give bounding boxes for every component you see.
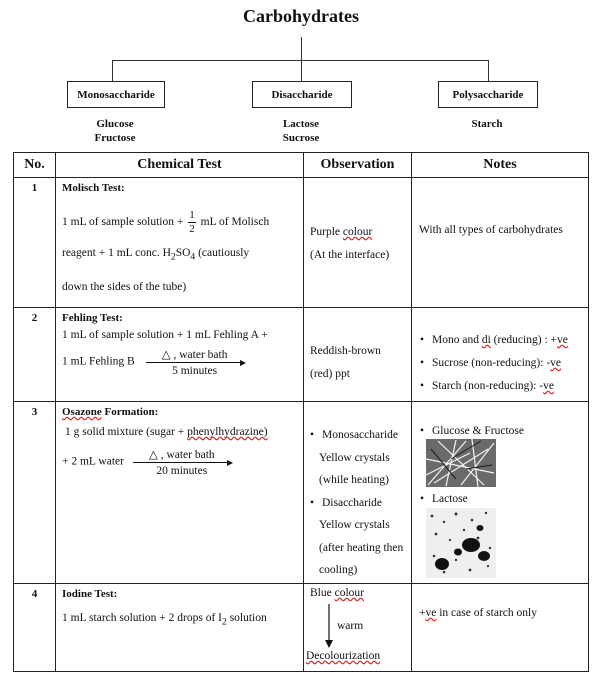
table-row (14, 178, 589, 308)
table-header-row (14, 153, 589, 178)
notes-cell: +ve in case of starch only (412, 584, 589, 672)
note-item: • Mono and di (reducing) : +ve (420, 329, 588, 352)
notes-cell: With all types of carbohydrates (412, 178, 589, 308)
tests-table (13, 152, 589, 672)
notes-cell: • Glucose & Fructose • Lactose (412, 402, 589, 584)
reaction-arrow: △ , water bath 20 minutes (133, 447, 231, 477)
lactose-crystals-image (426, 508, 496, 578)
observation-cell: Blue colour warm Decolourization (304, 584, 412, 672)
polysaccharide-box: Polysaccharide (438, 81, 538, 108)
page-title: Carbohydrates (243, 6, 359, 26)
test-name: Iodine Test: (62, 588, 118, 600)
table-row (14, 308, 589, 402)
tree-branch-middle (301, 60, 302, 82)
observation-cell: Purple colour (At the interface) (304, 178, 412, 308)
tree-trunk (301, 37, 302, 60)
tree-branch-left (112, 60, 113, 82)
row-number: 1 (14, 178, 56, 308)
down-arrow-icon (324, 604, 334, 648)
row-number: 4 (14, 584, 56, 672)
polysaccharide-examples: Starch (471, 118, 503, 130)
monosaccharide-examples: Glucose Fructose (94, 118, 136, 144)
monosaccharide-box: Monosaccharide (67, 81, 165, 108)
table-row (14, 402, 589, 584)
notes-cell (412, 308, 589, 402)
note-item: • Starch (non-reducing): -ve (420, 375, 588, 398)
header-notes: Notes (412, 153, 589, 178)
tree-crossbar (112, 60, 488, 61)
test-name: Molisch Test: (62, 182, 125, 194)
table-row (14, 584, 589, 672)
disaccharide-examples: Lactose Sucrose (282, 118, 320, 144)
chemical-test-cell: Fehling Test: 1 mL of sample solution + 1 mL Fehling A + 1 mL Fehling B △ , water bath 5 minutes (56, 308, 304, 402)
disaccharide-box: Disaccharide (252, 81, 352, 108)
glucose-crystals-image (426, 439, 496, 487)
row-number: 3 (14, 402, 56, 584)
test-name: Osazone Formation: (62, 406, 159, 418)
test-procedure: 1 mL of sample solution + $\frac{1}{2}$ mL of Molisch reagent + 1 mL conc. $H_2SO_4$ (cautiously down the sides of the tube) (62, 208, 270, 294)
reaction-arrow: △ , water bath 5 minutes (146, 347, 244, 377)
test-name: Fehling Test: (62, 312, 123, 324)
fraction: $\frac{1}{2}$ (189, 208, 195, 235)
header-observation: Observation (304, 153, 412, 178)
note-item: • Sucrose (non-reducing): -ve (420, 352, 588, 375)
tree-branch-right (488, 60, 489, 82)
chemical-test-cell: Osazone Formation: 1 g solid mixture (sugar + phenylhydrazine) + 2 mL water △ , water bath 20 minutes (56, 402, 304, 584)
chemical-test-cell: Iodine Test: 1 mL starch solution + 2 drops of $I_2$ solution (56, 584, 304, 672)
header-no: No. (14, 153, 56, 178)
row-number: 2 (14, 308, 56, 402)
header-chemical-test: Chemical Test (56, 153, 304, 178)
observation-cell: • Monosaccharide Yellow crystals (while heating) • Disaccharide Yellow crystals (after heating then cooling) (304, 402, 412, 584)
chemical-test-cell (56, 178, 304, 308)
observation-cell: Reddish-brown (red) ppt (304, 308, 412, 402)
